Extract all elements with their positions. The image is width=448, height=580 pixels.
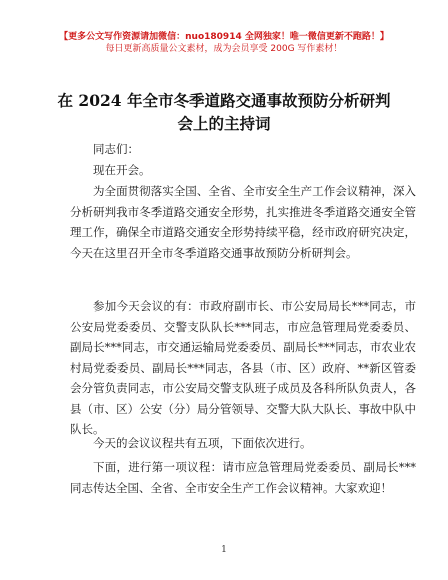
promo-banner-line-2: 每日更新高质量公文素材，成为会员享受 200G 写作素材！ bbox=[105, 44, 343, 54]
salutation: 同志们： bbox=[93, 142, 139, 156]
agenda-paragraph: 今天的会议议程共有五项，下面依次进行。 bbox=[93, 436, 312, 450]
document-title-line-2: 会上的主持词 bbox=[177, 114, 271, 133]
page-number: 1 bbox=[221, 545, 227, 555]
purpose-paragraph: 为全面贯彻落实全国、全省、全市安全生产工作会议精神，深入分析研判我市冬季道路交通安全形势，扎实推进冬季道路交通安全管理工作，确保全市道路交通安全形势持续平稳，经市政府研究决定，今天在这里召开全市冬季道路交通事故预防分析研判会。 bbox=[70, 184, 416, 260]
attendees-paragraph: 参加今天会议的有：市政府副市长、市公安局局长***同志，市公安局党委委员、交警支队队长***同志，市应急管理局党委委员、副局长***同志，市交通运输局党委委员、副局长***同志，市农业农村局党委委员、副局长***同志，各县（市、区）政府、**新区管委会分管负责同志，市公安局交警支队班子成员及各科所队负责人，各县（市、区）公安（分）局分管领导、交警大队大队长、事故中队中队长。 bbox=[70, 299, 416, 436]
first-agenda-item-paragraph: 下面，进行第一项议程：请市应急管理局党委委员、副局长***同志传达全国、全省、全市安全生产工作会议精神。大家欢迎！ bbox=[70, 460, 416, 495]
opening-paragraph: 现在开会。 bbox=[93, 163, 151, 177]
document-title-line-1: 在 2024 年全市冬季道路交通事故预防分析研判 bbox=[57, 91, 391, 110]
promo-banner-line-1: 【更多公文写作资源请加微信：nuo180914 全网独家！唯一微信更新不跑路！】 bbox=[59, 32, 389, 42]
